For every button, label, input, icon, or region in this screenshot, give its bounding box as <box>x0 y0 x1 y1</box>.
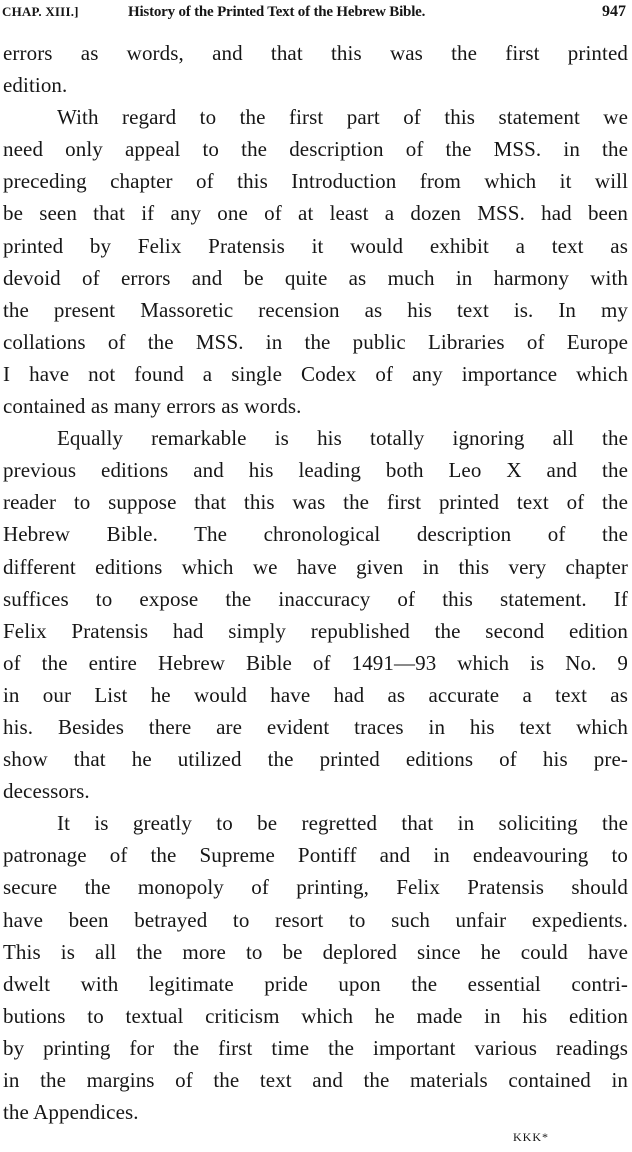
text-line: I have not found a single Codex of any importance which <box>3 361 628 386</box>
text-line: printed by Felix Pratensis it would exhibit a text as <box>3 233 628 258</box>
running-head <box>2 0 628 28</box>
text-line: This is all the more to be deplored since he could have <box>3 939 628 964</box>
text-line: patronage of the Supreme Pontiff and in endeavouring to <box>3 843 628 868</box>
text-line: in our List he would have had as accurate a text as <box>3 682 628 707</box>
text-line: previous editions and his leading both Leo X and the <box>3 458 628 483</box>
chapter-label: CHAP. XIII.] <box>2 4 79 19</box>
text-line: secure the monopoly of printing, Felix Pratensis should <box>3 875 628 900</box>
paragraph-first-line: Equally remarkable is his totally ignoring all the <box>57 426 628 451</box>
text-line: contained as many errors as words. <box>3 394 302 419</box>
text-line: have been betrayed to resort to such unfair expedients. <box>3 907 628 932</box>
text-line: butions to textual criticism which he made in his edition <box>3 1003 628 1028</box>
text-line: suffices to expose the inaccuracy of this statement. If <box>3 586 628 611</box>
text-line: Hebrew Bible. The chronological description of the <box>3 522 628 547</box>
text-line: dwelt with legitimate pride upon the essential contri- <box>3 971 628 996</box>
text-line: the Appendices. <box>3 1100 139 1125</box>
text-line: of the entire Hebrew Bible of 1491—93 which is No. 9 <box>3 650 628 675</box>
text-line: the present Massoretic recension as his text is. In my <box>3 297 628 322</box>
text-line: devoid of errors and be quite as much in harmony with <box>3 265 628 290</box>
text-line: need only appeal to the description of the MSS. in the <box>3 137 628 162</box>
text-line: errors as words, and that this was the first printed <box>3 41 628 65</box>
paragraph-first-line: With regard to the first part of this statement we <box>57 105 628 130</box>
signature-mark: KKK* <box>513 1130 549 1144</box>
text-line: Felix Pratensis had simply republished the second edition <box>3 618 628 643</box>
paragraph-first-line: It is greatly to be regretted that in soliciting the <box>57 811 628 836</box>
text-line: be seen that if any one of at least a dozen MSS. had been <box>3 201 628 226</box>
text-line: his. Besides there are evident traces in his text which <box>3 714 628 739</box>
text-line: by printing for the first time the important various readings <box>3 1035 628 1060</box>
body-text <box>3 37 628 1128</box>
text-line: in the margins of the text and the materials contained in <box>3 1068 628 1092</box>
text-line: edition. <box>3 73 68 98</box>
page-number: 947 <box>602 3 626 20</box>
text-line: collations of the MSS. in the public Libraries of Europe <box>3 329 628 354</box>
text-line: preceding chapter of this Introduction from which it will <box>3 169 628 194</box>
text-line: decessors. <box>3 779 90 804</box>
text-line: different editions which we have given in this very chapter <box>3 554 628 579</box>
text-line: reader to suppose that this was the first printed text of the <box>3 490 628 515</box>
text-line: show that he utilized the printed editions of his pre- <box>3 747 628 772</box>
running-head-title: History of the Printed Text of the Hebrew Bible. <box>128 4 426 20</box>
